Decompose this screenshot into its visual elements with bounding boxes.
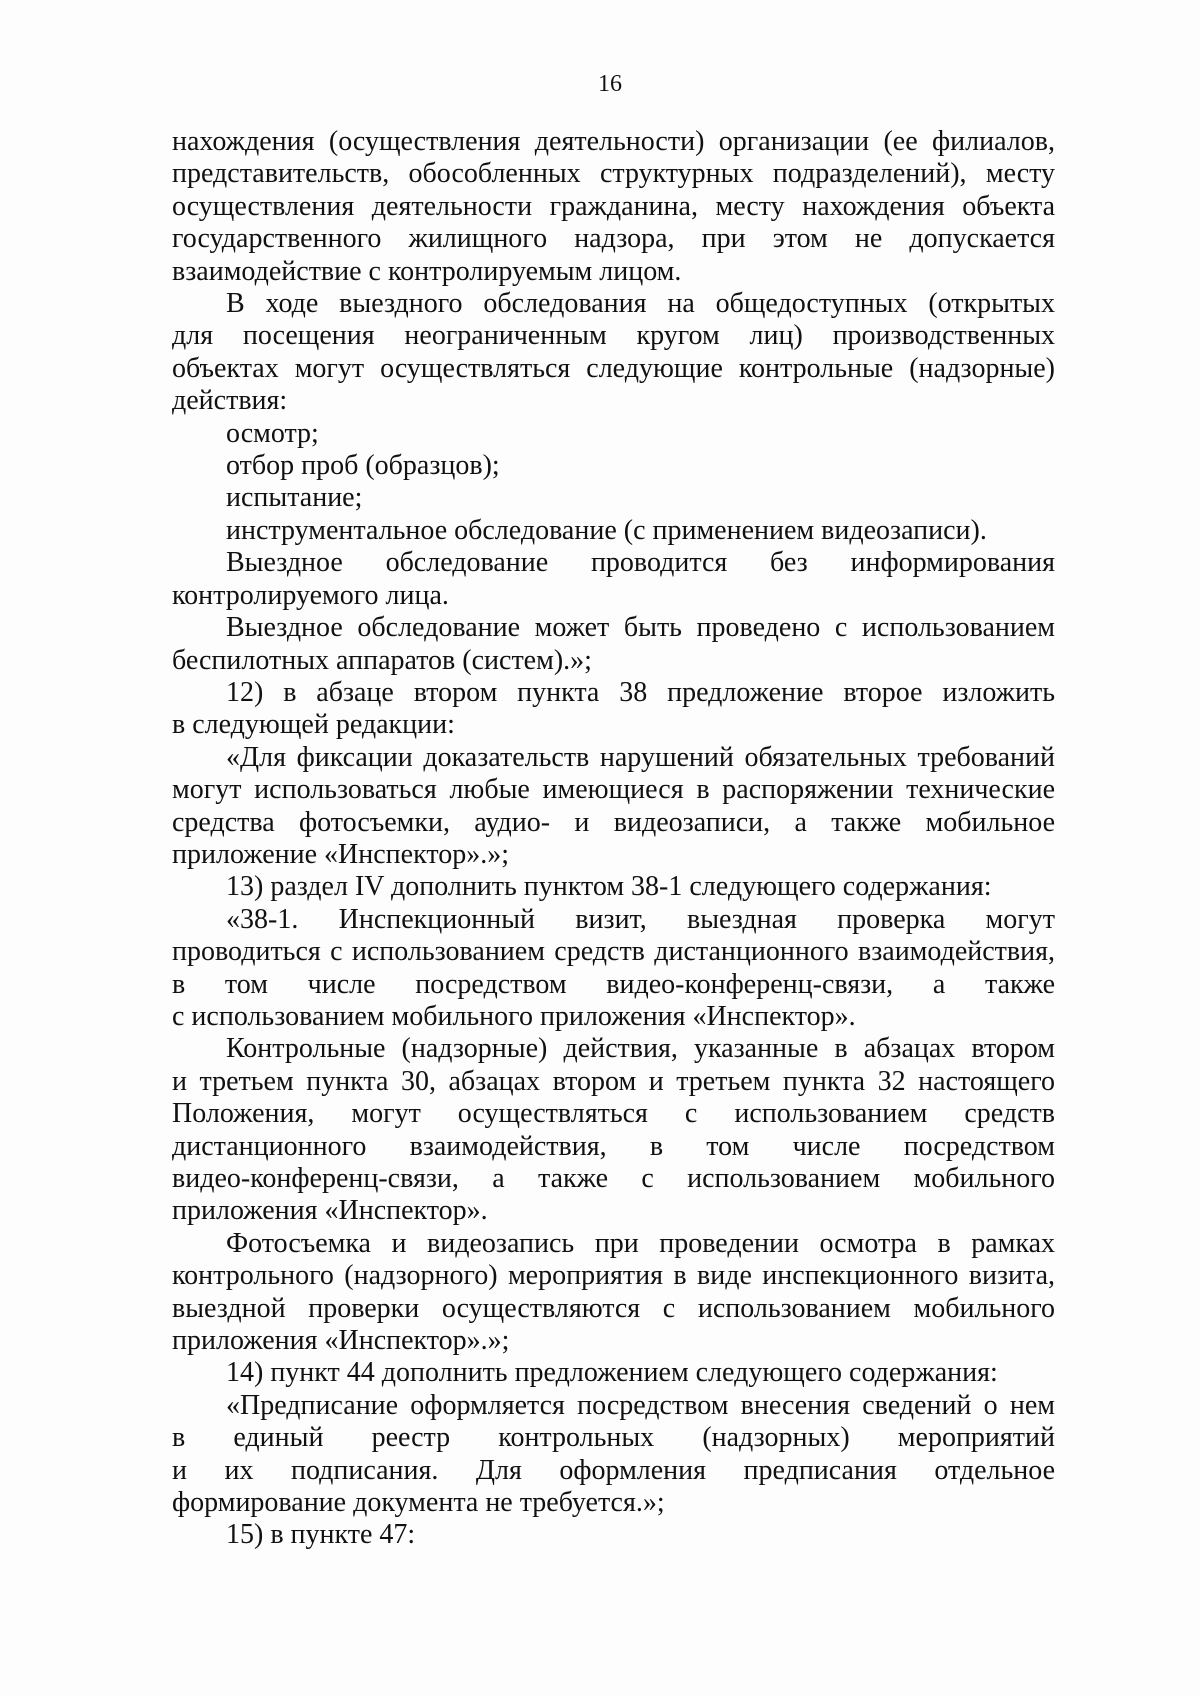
text-line: Контрольные (надзорные) действия, указанные в абзацах втором	[226, 1033, 1055, 1065]
paragraph	[172, 742, 1055, 872]
text-line: осмотр;	[226, 417, 319, 449]
list-item	[172, 418, 1055, 450]
paragraph	[172, 677, 1055, 742]
text-line: Выездное обследование может быть проведено с использованием	[226, 612, 1055, 644]
paragraph	[172, 871, 1055, 903]
text-line: 12) в абзаце втором пункта 38 предложение второе изложить	[226, 676, 1055, 708]
text-line: приложения «Инспектор».	[172, 1195, 488, 1227]
text-line: 14) пункт 44 дополнить предложением следующего содержания:	[226, 1357, 998, 1389]
paragraph	[172, 1228, 1055, 1358]
text-line: дистанционного взаимодействия, в том числе посредством	[172, 1130, 1055, 1162]
text-line: в том числе посредством видео-конференц-связи, а также	[172, 968, 1055, 1000]
text-line: Выездное обследование проводится без информирования	[226, 547, 1055, 579]
text-line: в следующей редакции:	[172, 709, 455, 741]
paragraph	[172, 1390, 1055, 1520]
text-line: средства фотосъемки, аудио- и видеозаписи, а также мобильное	[172, 806, 1055, 838]
text-line: выездной проверки осуществляются с использованием мобильного	[172, 1292, 1055, 1324]
list-item	[172, 515, 1055, 547]
paragraph	[172, 288, 1055, 418]
text-line: объектах могут осуществляться следующие контрольные (надзорные)	[172, 352, 1055, 384]
list-item	[172, 482, 1055, 514]
text-line: «Для фиксации доказательств нарушений обязательных требований	[226, 741, 1055, 773]
text-line: приложения «Инспектор».»;	[172, 1325, 510, 1357]
text-line: отбор проб (образцов);	[226, 450, 500, 482]
paragraph	[172, 126, 1055, 288]
text-line: с использованием мобильного приложения «Инспектор».	[172, 1000, 856, 1032]
text-line: Фотосъемка и видеозапись при проведении осмотра в рамках	[226, 1227, 1055, 1259]
document-body	[172, 126, 1055, 1552]
text-line: проводиться с использованием средств дистанционного взаимодействия,	[172, 936, 1055, 968]
text-line: инструментальное обследование (с применением видеозаписи).	[226, 514, 987, 546]
text-line: испытание;	[226, 482, 363, 514]
text-line: 15) в пункте 47:	[226, 1519, 416, 1551]
text-line: «38-1. Инспекционный визит, выездная проверка могут	[226, 903, 1055, 935]
paragraph	[172, 547, 1055, 612]
text-line: нахождения (осуществления деятельности) организации (ее филиалов,	[172, 126, 1055, 157]
text-line: государственного жилищного надзора, при этом не допускается	[172, 223, 1055, 255]
text-line: могут использоваться любые имеющиеся в распоряжении технические	[172, 774, 1055, 806]
text-line: беспилотных аппаратов (систем).»;	[172, 644, 592, 676]
paragraph	[172, 1519, 1055, 1551]
text-line: осуществления деятельности гражданина, месту нахождения объекта	[172, 190, 1055, 222]
text-line: в единый реестр контрольных (надзорных) мероприятий	[172, 1422, 1055, 1454]
text-line: и третьем пункта 30, абзацах втором и третьем пункта 32 настоящего	[172, 1065, 1055, 1097]
text-line: приложение «Инспектор».»;	[172, 838, 509, 870]
text-line: видео-конференц-связи, а также с использованием мобильного	[172, 1163, 1055, 1194]
text-line: контролируемого лица.	[172, 579, 449, 611]
text-line: формирование документа не требуется.»;	[172, 1487, 665, 1519]
text-line: представительств, обособленных структурных подразделений), месту	[172, 158, 1055, 190]
list-item	[172, 450, 1055, 482]
text-line: Положения, могут осуществляться с использованием средств	[172, 1098, 1055, 1130]
text-line: для посещения неограниченным кругом лиц) производственных	[172, 320, 1055, 352]
text-line: «Предписание оформляется посредством внесения сведений о нем	[226, 1389, 1055, 1421]
page-number: 16	[598, 71, 622, 97]
text-line: В ходе выездного обследования на общедоступных (открытых	[226, 288, 1055, 320]
text-line: 13) раздел IV дополнить пунктом 38-1 следующего содержания:	[226, 871, 992, 903]
paragraph	[172, 1033, 1055, 1227]
text-line: контрольного (надзорного) мероприятия в виде инспекционного визита,	[172, 1260, 1055, 1292]
text-line: и их подписания. Для оформления предписания отдельное	[172, 1454, 1055, 1486]
text-line: действия:	[172, 385, 288, 417]
text-line: взаимодействие с контролируемым лицом.	[172, 255, 682, 287]
paragraph	[172, 612, 1055, 677]
paragraph	[172, 904, 1055, 1034]
paragraph	[172, 1357, 1055, 1389]
